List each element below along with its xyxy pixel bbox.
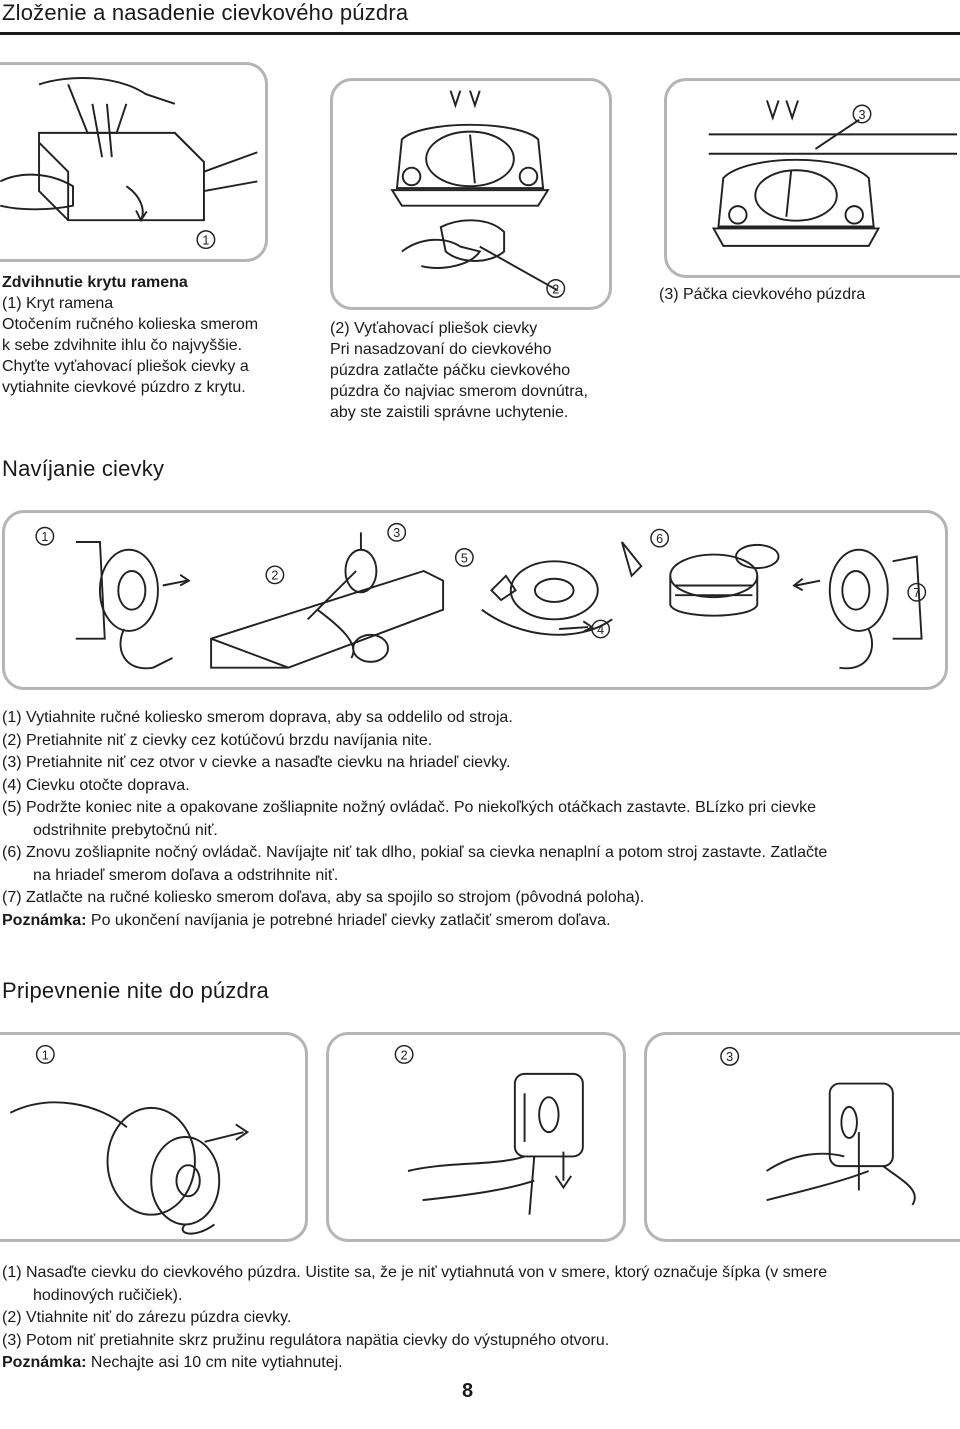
panel1-line: k sebe zdvihnite ihlu čo najvyššie. bbox=[2, 337, 243, 354]
threading-step: (3) Potom niť pretiahnite skrz pružinu regulátora napätia cievky do výstupného otvoru. bbox=[2, 1331, 610, 1349]
section-title-bobbin-case: Zloženie a nasadenie cievkového púzdra bbox=[2, 0, 409, 25]
marker-1: 1 bbox=[202, 233, 210, 248]
marker-4: 4 bbox=[597, 622, 605, 637]
tension-spring-drawing bbox=[647, 1035, 960, 1239]
panel1-line: vytiahnite cievkové púzdro z krytu. bbox=[2, 379, 246, 396]
marker-2: 2 bbox=[552, 282, 560, 297]
winding-step: (2) Pretiahnite niť z cievky cez kotúčovú brzdu navíjania nite. bbox=[2, 731, 433, 749]
marker-6: 6 bbox=[656, 531, 664, 546]
panel3-caption: (3) Páčka cievkového púzdra bbox=[659, 286, 866, 303]
thread-slot-drawing bbox=[329, 1035, 623, 1239]
winding-step: (4) Cievku otočte doprava. bbox=[2, 776, 190, 794]
panel1-line: Chyťte vyťahovací pliešok cievky a bbox=[2, 358, 249, 375]
marker-3: 3 bbox=[393, 526, 401, 541]
winding-step: (5) Podržte koniec nite a opakovane zošliapnite nožný ovládač. Po niekoľkých otáčkach zastavte. BLízko pri cievke bbox=[2, 799, 816, 816]
note-label: Poznámka: bbox=[2, 911, 87, 929]
winding-note bbox=[2, 910, 960, 933]
bobbin-case-lever-drawing bbox=[667, 81, 960, 275]
marker-1: 1 bbox=[41, 530, 49, 545]
panel1-heading: Zdvihnutie krytu ramena bbox=[2, 274, 188, 291]
insert-bobbin-drawing bbox=[0, 1035, 305, 1239]
winding-steps-list bbox=[2, 707, 960, 932]
winding-step: (3) Pretiahnite niť cez otvor v cievke a nasaďte cievku na hriadeľ cievky. bbox=[2, 754, 511, 771]
illustration-bobbin-winding bbox=[2, 510, 948, 690]
panel2-line: Pri nasadzovaní do cievkového bbox=[330, 341, 552, 358]
illustration-tension-spring bbox=[644, 1032, 960, 1242]
marker-5: 5 bbox=[460, 551, 468, 566]
marker-3: 3 bbox=[726, 1050, 734, 1065]
section-title-thread-bobbin-case: Pripevnenie nite do púzdra bbox=[2, 978, 269, 1003]
winding-step-continuation: na hriadeľ smerom doľava a odstrihnite niť. bbox=[33, 866, 339, 884]
winding-step-continuation: odstrihnite prebytočnú niť. bbox=[33, 821, 218, 839]
section-title-rule bbox=[0, 32, 960, 35]
marker-7: 7 bbox=[913, 586, 921, 601]
threading-step: (1) Nasaďte cievku do cievkového púzdra. Uistite sa, že je niť vytiahnutá von v smere, ktorý označuje šípka (v smere bbox=[2, 1264, 828, 1281]
panel2-line: aby ste zaistili správne uchytenie. bbox=[330, 404, 569, 421]
marker-2: 2 bbox=[271, 568, 279, 583]
threading-steps-list bbox=[2, 1262, 960, 1375]
winding-step: (6) Znovu zošliapnite nočný ovládač. Navíjajte niť tak dlho, pokiaľ sa cievka nenaplní a potom stroj zastavte. Zatlačte bbox=[2, 844, 828, 861]
panel1-line: Otočením ručného kolieska smerom bbox=[2, 316, 259, 333]
threading-note bbox=[2, 1352, 960, 1375]
winding-step: (1) Vytiahnite ručné koliesko smerom doprava, aby sa oddelilo od stroja. bbox=[2, 709, 513, 726]
panel2-line: (2) Vyťahovací pliešok cievky bbox=[330, 320, 538, 337]
marker-3: 3 bbox=[858, 107, 866, 122]
illustration-bobbin-latch bbox=[330, 78, 612, 310]
panel1-line: (1) Kryt ramena bbox=[2, 295, 114, 312]
illustration-thread-slot bbox=[326, 1032, 626, 1242]
arm-cover-drawing bbox=[0, 65, 265, 259]
panel2-text bbox=[330, 318, 630, 423]
page-number: 8 bbox=[462, 1380, 474, 1402]
illustration-bobbin-case-lever bbox=[664, 78, 960, 278]
illustration-lift-arm-cover bbox=[0, 62, 268, 262]
note-text: Nechajte asi 10 cm nite vytiahnutej. bbox=[86, 1354, 343, 1371]
panel2-line: púzdra čo najviac smerom dovnútra, bbox=[330, 383, 588, 400]
note-text: Po ukončení navíjania je potrebné hriadeľ cievky zatlačiť smerom doľava. bbox=[86, 911, 611, 929]
panel2-line: púzdra zatlačte páčku cievkového bbox=[330, 362, 571, 379]
panel1-text bbox=[2, 272, 302, 398]
threading-step-continuation: hodinových ručičiek). bbox=[33, 1286, 183, 1304]
section-title-bobbin-winding: Navíjanie cievky bbox=[2, 456, 165, 481]
threading-step: (2) Vtiahnite niť do zárezu púzdra cievky. bbox=[2, 1309, 292, 1326]
marker-1: 1 bbox=[41, 1048, 49, 1063]
marker-2: 2 bbox=[400, 1048, 408, 1063]
bobbin-latch-drawing bbox=[333, 81, 609, 307]
winding-step: (7) Zatlačte na ručné koliesko smerom doľava, aby sa spojilo so strojom (pôvodná poloha). bbox=[2, 889, 645, 906]
note-label: Poznámka: bbox=[2, 1354, 87, 1371]
bobbin-winding-drawing bbox=[5, 513, 945, 687]
illustration-insert-bobbin bbox=[0, 1032, 308, 1242]
